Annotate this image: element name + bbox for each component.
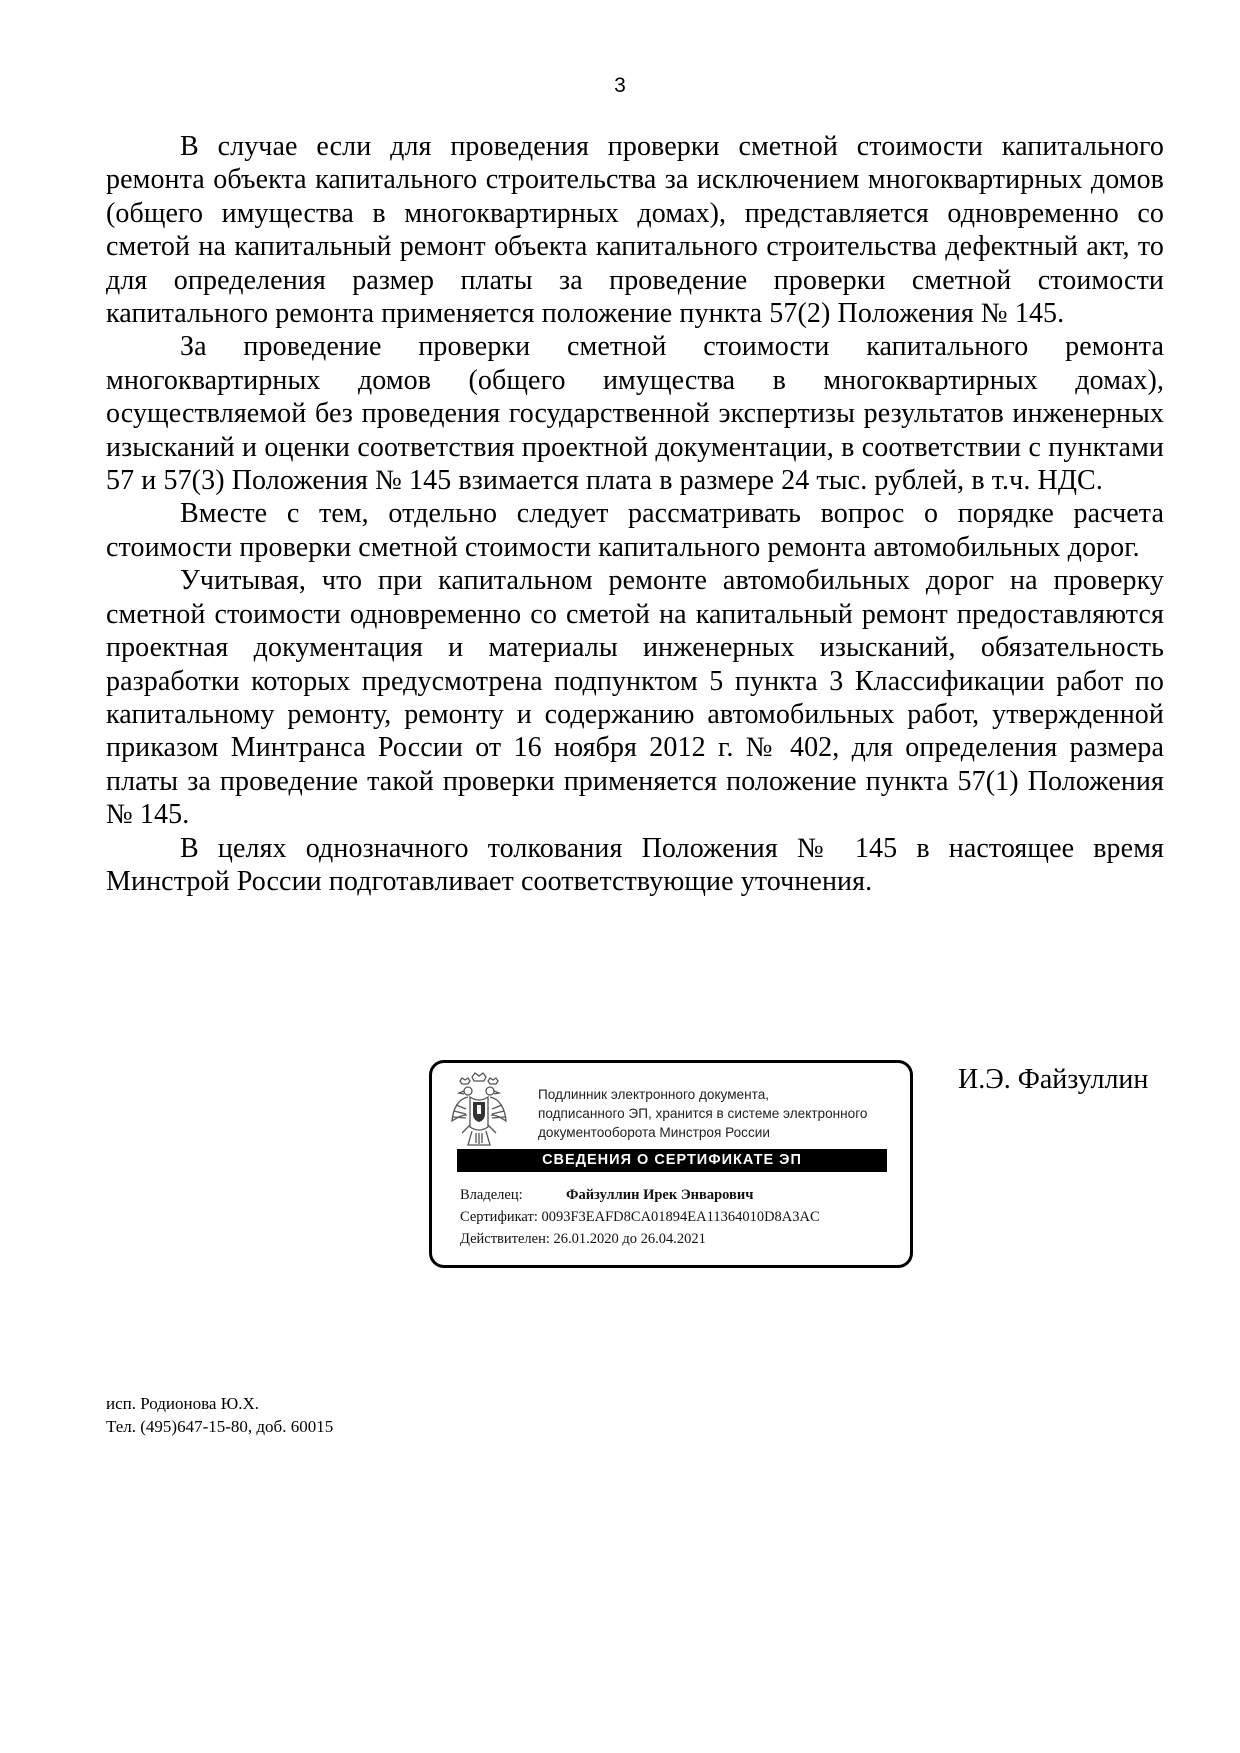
paragraph: В целях однозначного толкования Положения № 145 в настоящее время Минстрой России подготавливает соответствующие уточнения. <box>106 832 1164 897</box>
paragraph: В случае если для проведения проверки сметной стоимости капитального ремонта объекта капитального строительства за исключением многоквартирных домов (общего имущества в многоквартирных домах), представляется одновременно со сметой на капитальный ремонт объекта капитального строительства дефектный акт, то для определения размер платы за проведение проверки сметной стоимости капитального ремонта применяется положение пункта 57(2) Положения № 145. <box>106 131 1164 330</box>
executor-info <box>106 1392 333 1438</box>
signer-name: И.Э. Файзуллин <box>958 1064 1149 1095</box>
executor-phone: Тел. (495)647-15-80, доб. 60015 <box>106 1417 334 1436</box>
stamp-heading-line: подписанного ЭП, хранится в системе электронного <box>538 1106 868 1121</box>
executor-name: исп. Родионова Ю.Х. <box>106 1394 259 1413</box>
stamp-heading <box>538 1085 908 1142</box>
certificate-validity: Действителен: 26.01.2020 до 26.04.2021 <box>460 1231 706 1247</box>
certificate-serial: Сертификат: 0093F3EAFD8CA01894EA11364010D8A3AC <box>460 1209 820 1225</box>
letter-body <box>106 130 1164 898</box>
electronic-signature-stamp <box>429 1060 913 1268</box>
paragraph: Вместе с тем, отдельно следует рассматривать вопрос о порядке расчета стоимости проверки сметной стоимости капитального ремонта автомобильных дорог. <box>106 498 1164 563</box>
page-number: 3 <box>614 74 626 97</box>
certificate-info-bar: СВЕДЕНИЯ О СЕРТИФИКАТЕ ЭП <box>457 1149 887 1172</box>
state-emblem-icon <box>450 1069 508 1155</box>
stamp-heading-line: документооборота Минстроя России <box>538 1125 770 1140</box>
owner-label: Владелец: <box>460 1187 523 1203</box>
certificate-owner <box>460 1187 890 1204</box>
paragraph: Учитывая, что при капитальном ремонте автомобильных дорог на проверку сметной стоимости одновременно со сметой на капитальный ремонт предоставляются проектная документация и материалы инженерных изысканий, обязательность разработки которых предусмотрена подпунктом 5 пункта 3 Классификации работ по капитальному ремонту, ремонту и содержанию автомобильных работ, утвержденной приказом Минтранса России от 16 ноября 2012 г. № 402, для определения размера платы за проведение такой проверки применяется положение пункта 57(1) Положения № 145. <box>106 565 1164 831</box>
owner-value: Файзуллин Ирек Энварович <box>566 1187 754 1203</box>
paragraph: За проведение проверки сметной стоимости капитального ремонта многоквартирных домов (общего имущества в многоквартирных домах), осуществляемой без проведения государственной экспертизы результатов инженерных изысканий и оценки соответствия проектной документации, в соответствии с пунктами 57 и 57(3) Положения № 145 взимается плата в размере 24 тыс. рублей, в т.ч. НДС. <box>106 331 1164 497</box>
stamp-heading-line: Подлинник электронного документа, <box>538 1087 770 1102</box>
